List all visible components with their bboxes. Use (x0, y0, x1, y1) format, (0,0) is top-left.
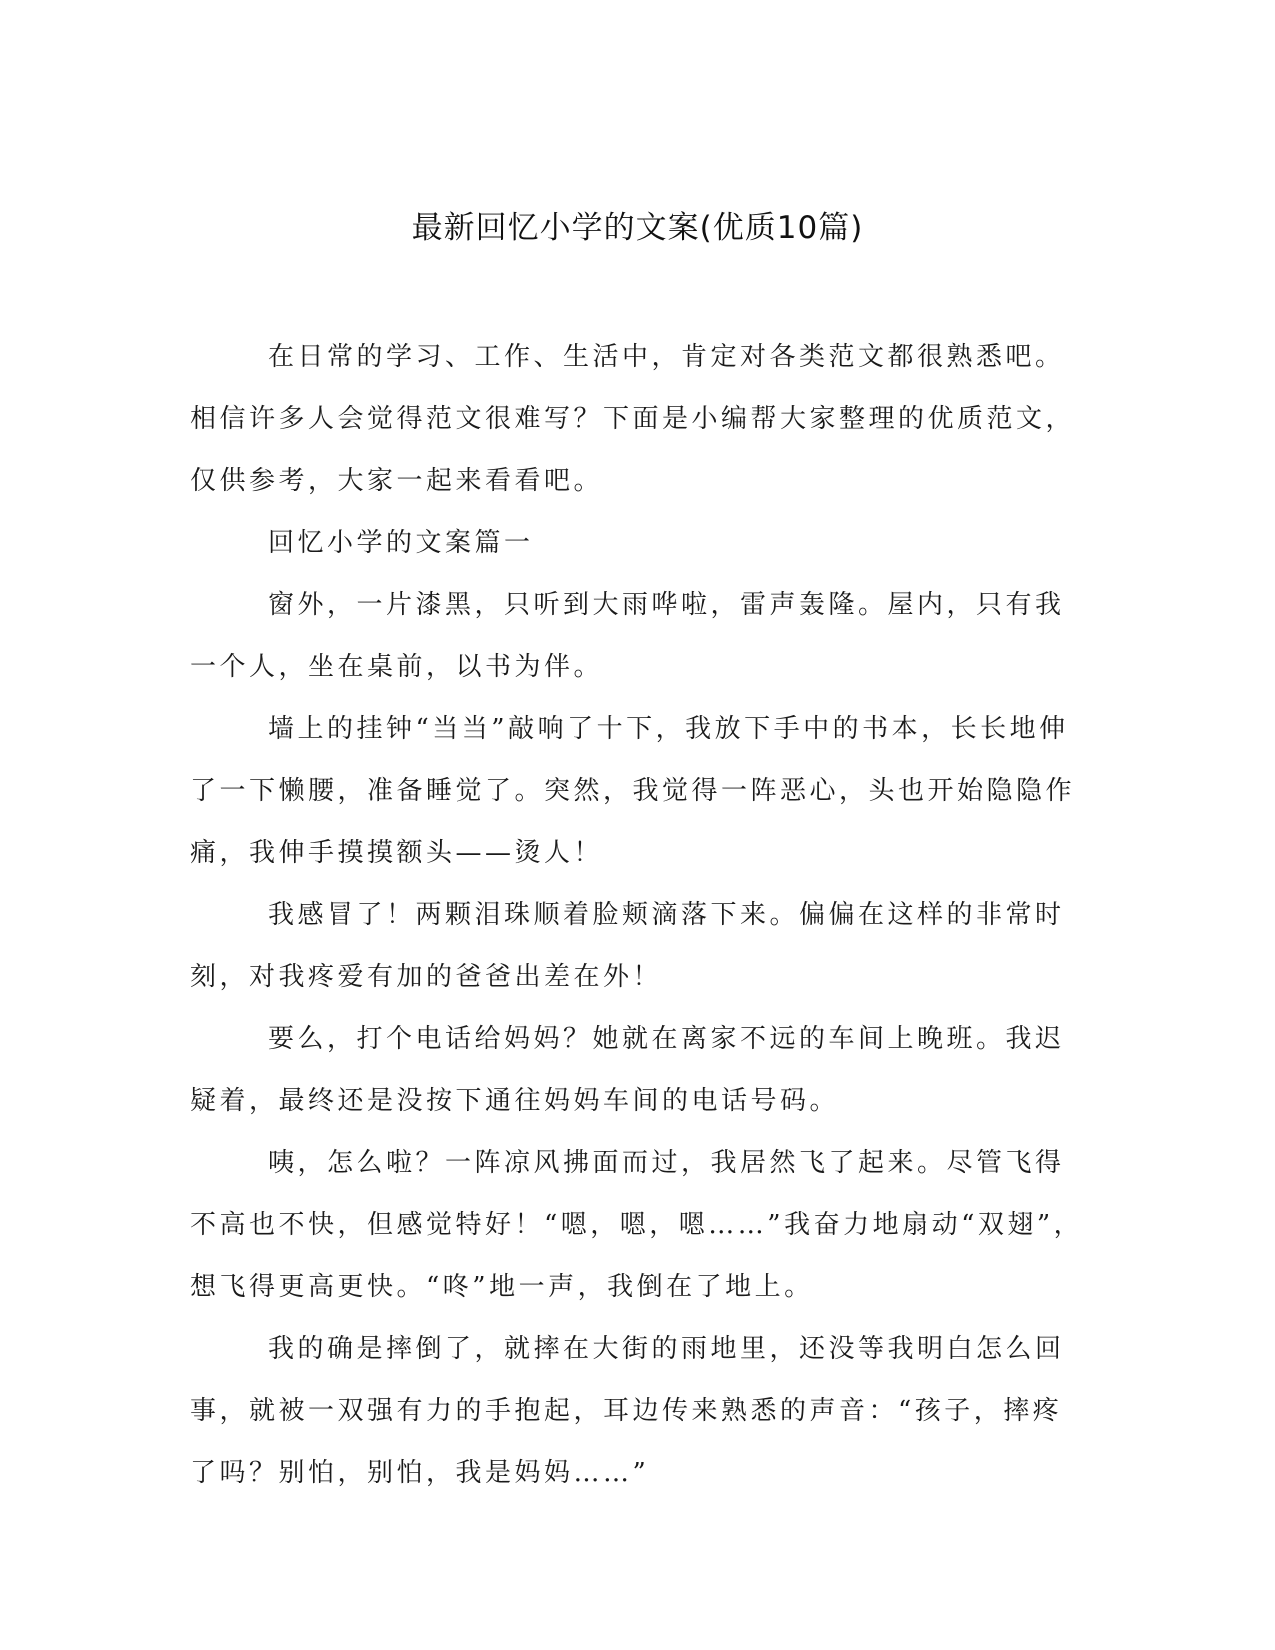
paragraph: 墙上的挂钟“当当”敲响了十下，我放下手中的书本，长长地伸了一下懒腰，准备睡觉了。突然，我觉得一阵恶心，头也开始隐隐作痛，我伸手摸摸额头——烫人！ (190, 714, 1076, 868)
document-body (190, 326, 1085, 1504)
paragraph: 我的确是摔倒了，就摔在大街的雨地里，还没等我明白怎么回事，就被一双强有力的手抱起，耳边传来熟悉的声音：“孩子，摔疼了吗？别怕，别怕，我是妈妈……” (190, 1334, 1065, 1488)
paragraph: 窗外，一片漆黑，只听到大雨哗啦，雷声轰隆。屋内，只有我一个人，坐在桌前，以书为伴。 (190, 590, 1065, 682)
paragraph: 我感冒了！两颗泪珠顺着脸颊滴落下来。偏偏在这样的非常时刻，对我疼爱有加的爸爸出差在外！ (190, 900, 1065, 992)
paragraph: 要么，打个电话给妈妈？她就在离家不远的车间上晚班。我迟疑着，最终还是没按下通往妈妈车间的电话号码。 (190, 1024, 1065, 1116)
section-heading: 回忆小学的文案篇一 (268, 528, 534, 558)
paragraph-intro: 在日常的学习、工作、生活中，肯定对各类范文都很熟悉吧。相信许多人会觉得范文很难写？下面是小编帮大家整理的优质范文，仅供参考，大家一起来看看吧。 (190, 342, 1076, 496)
paragraph: 咦，怎么啦？一阵凉风拂面而过，我居然飞了起来。尽管飞得不高也不快，但感觉特好！“嗯，嗯，嗯……”我奋力地扇动“双翅”，想飞得更高更快。“咚”地一声，我倒在了地上。 (190, 1148, 1084, 1302)
document-title: 最新回忆小学的文案(优质10篇) (411, 210, 864, 246)
